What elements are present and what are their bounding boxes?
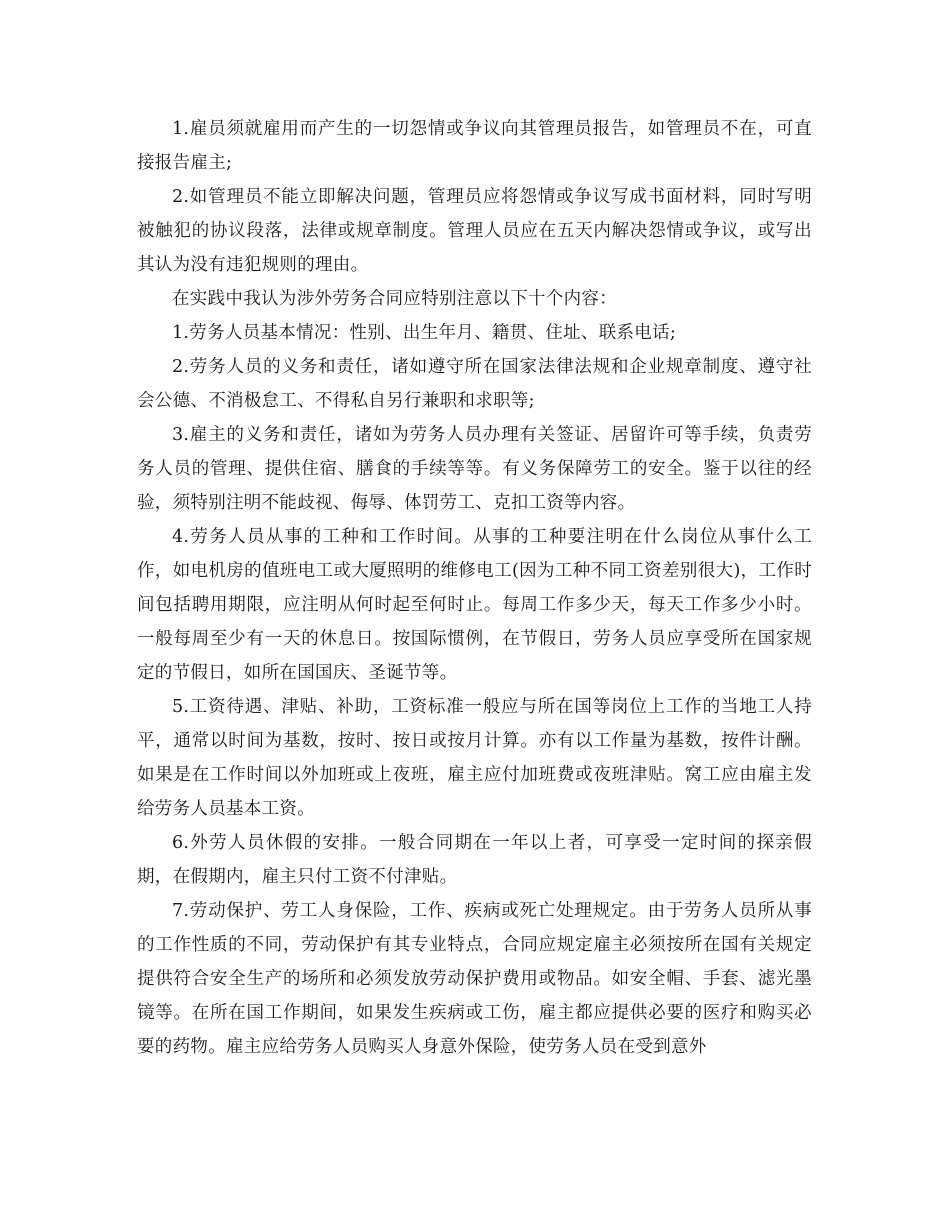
paragraph-1: 1.雇员须就雇用而产生的一切怨情或争议向其管理员报告，如管理员不在，可直接报告雇主; xyxy=(137,119,812,173)
paragraph-9: 6.外劳人员休假的安排。一般合同期在一年以上者，可享受一定时间的探亲假期，在假期内，雇主只付工资不付津贴。 xyxy=(137,833,812,887)
paragraph-2: 2.如管理员不能立即解决问题，管理员应将怨情或争议写成书面材料，同时写明被触犯的协议段落，法律或规章制度。管理人员应在五天内解决怨情或争议，或写出其认为没有违犯规则的理由。 xyxy=(137,187,812,275)
paragraph-10: 7.劳动保护、劳工人身保险，工作、疾病或死亡处理规定。由于劳务人员所从事的工作性质的不同，劳动保护有其专业特点，合同应规定雇主必须按所在国有关规定提供符合安全生产的场所和必须发放劳动保护费用或物品。如安全帽、手套、滤光墨镜等。在所在国工作期间，如果发生疾病或工伤，雇主都应提供必要的医疗和购买必要的药物。雇主应给劳务人员购买人身意外保险，使劳务人员在受到意外 xyxy=(137,901,812,1057)
paragraph-3: 在实践中我认为涉外劳务合同应特别注意以下十个内容： xyxy=(172,289,617,309)
paragraph-8: 5.工资待遇、津贴、补助，工资标准一般应与所在国等岗位上工作的当地工人持平，通常以时间为基数，按时、按日或按月计算。亦有以工作量为基数，按件计酬。如果是在工作时间以外加班或上夜班，雇主应付加班费或夜班津贴。窝工应由雇主发给劳务人员基本工资。 xyxy=(137,697,812,819)
paragraph-4: 1.劳务人员基本情况：性别、出生年月、籍贯、住址、联系电话; xyxy=(172,323,677,343)
paragraph-5: 2.劳务人员的义务和责任，诸如遵守所在国家法律法规和企业规章制度、遵守社会公德、不消极怠工、不得私自另行兼职和求职等; xyxy=(137,357,812,411)
document-body xyxy=(137,112,812,1064)
paragraph-7: 4.劳务人员从事的工种和工作时间。从事的工种要注明在什么岗位从事什么工作，如电机房的值班电工或大厦照明的维修电工(因为工种不同工资差别很大)，工作时间包括聘用期限，应注明从何时起至何时止。每周工作多少天，每天工作多少小时。一般每周至少有一天的休息日。按国际惯例，在节假日，劳务人员应享受所在国家规定的节假日，如所在国国庆、圣诞节等。 xyxy=(137,527,812,683)
paragraph-6: 3.雇主的义务和责任，诸如为劳务人员办理有关签证、居留许可等手续，负责劳务人员的管理、提供住宿、膳食的手续等等。有义务保障劳工的安全。鉴于以往的经验，须特别注明不能歧视、侮辱、体罚劳工、克扣工资等内容。 xyxy=(137,425,812,513)
